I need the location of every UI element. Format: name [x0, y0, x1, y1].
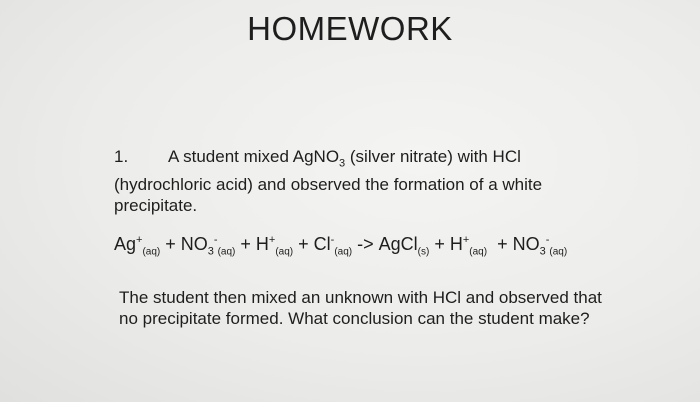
agno3-subscript: 3	[339, 157, 346, 170]
agcl-phase: (s)	[417, 246, 430, 258]
no3-subscript: 3	[539, 245, 546, 258]
h-symbol: H	[255, 234, 269, 254]
hydrogen-ion	[256, 234, 293, 258]
cl-phase: (aq)	[334, 246, 353, 258]
cl-charge: -	[330, 234, 335, 246]
question-2-line-1: The student then mixed an unknown with HCl and observed that	[119, 288, 602, 307]
h-charge: +	[268, 234, 276, 246]
h-phase: (aq)	[469, 246, 488, 258]
ag-charge: +	[136, 234, 143, 246]
no3-symbol: NO	[512, 234, 540, 254]
ag-symbol: Ag	[114, 234, 137, 254]
no3-charge: -	[545, 234, 550, 246]
silver-chloride	[379, 234, 430, 258]
question-1-line-3: precipitate.	[114, 196, 198, 216]
plus-sign: +	[293, 234, 314, 254]
h-charge: +	[462, 234, 470, 246]
no3-charge: -	[213, 234, 218, 246]
question-2	[119, 287, 602, 329]
plus-sign: +	[429, 234, 450, 254]
reaction-arrow: ->	[352, 234, 379, 254]
question-1-line-1	[114, 146, 542, 174]
cl-symbol: Cl	[313, 234, 331, 254]
plus-sign: +	[235, 234, 256, 254]
question-number: 1.	[114, 147, 129, 166]
plus-sign: +	[487, 234, 513, 254]
ag-phase: (aq)	[142, 246, 161, 258]
no3-phase: (aq)	[217, 246, 236, 258]
chemical-equation	[114, 234, 567, 258]
h-symbol: H	[449, 234, 463, 254]
no3-symbol: NO	[180, 234, 208, 254]
chloride-ion	[314, 234, 352, 258]
h-phase: (aq)	[275, 246, 294, 258]
plus-sign: +	[160, 234, 181, 254]
silver-ion	[114, 234, 160, 258]
no3-phase: (aq)	[549, 246, 568, 258]
question-2-line-2: no precipitate formed. What conclusion can the student make?	[119, 309, 590, 328]
question-1	[114, 146, 542, 216]
question-1-text-prefix: A student mixed AgNO	[168, 147, 340, 166]
agcl-symbol: AgCl	[378, 234, 418, 254]
question-1-line-2: (hydrochloric acid) and observed the formation of a white	[114, 175, 543, 195]
nitrate-ion-product	[513, 234, 568, 258]
page-title: HOMEWORK	[247, 10, 453, 47]
hydrogen-ion-product	[450, 234, 487, 258]
nitrate-ion	[181, 234, 236, 258]
question-1-text-suffix: (silver nitrate) with HCl	[345, 147, 521, 166]
no3-subscript: 3	[207, 245, 214, 258]
